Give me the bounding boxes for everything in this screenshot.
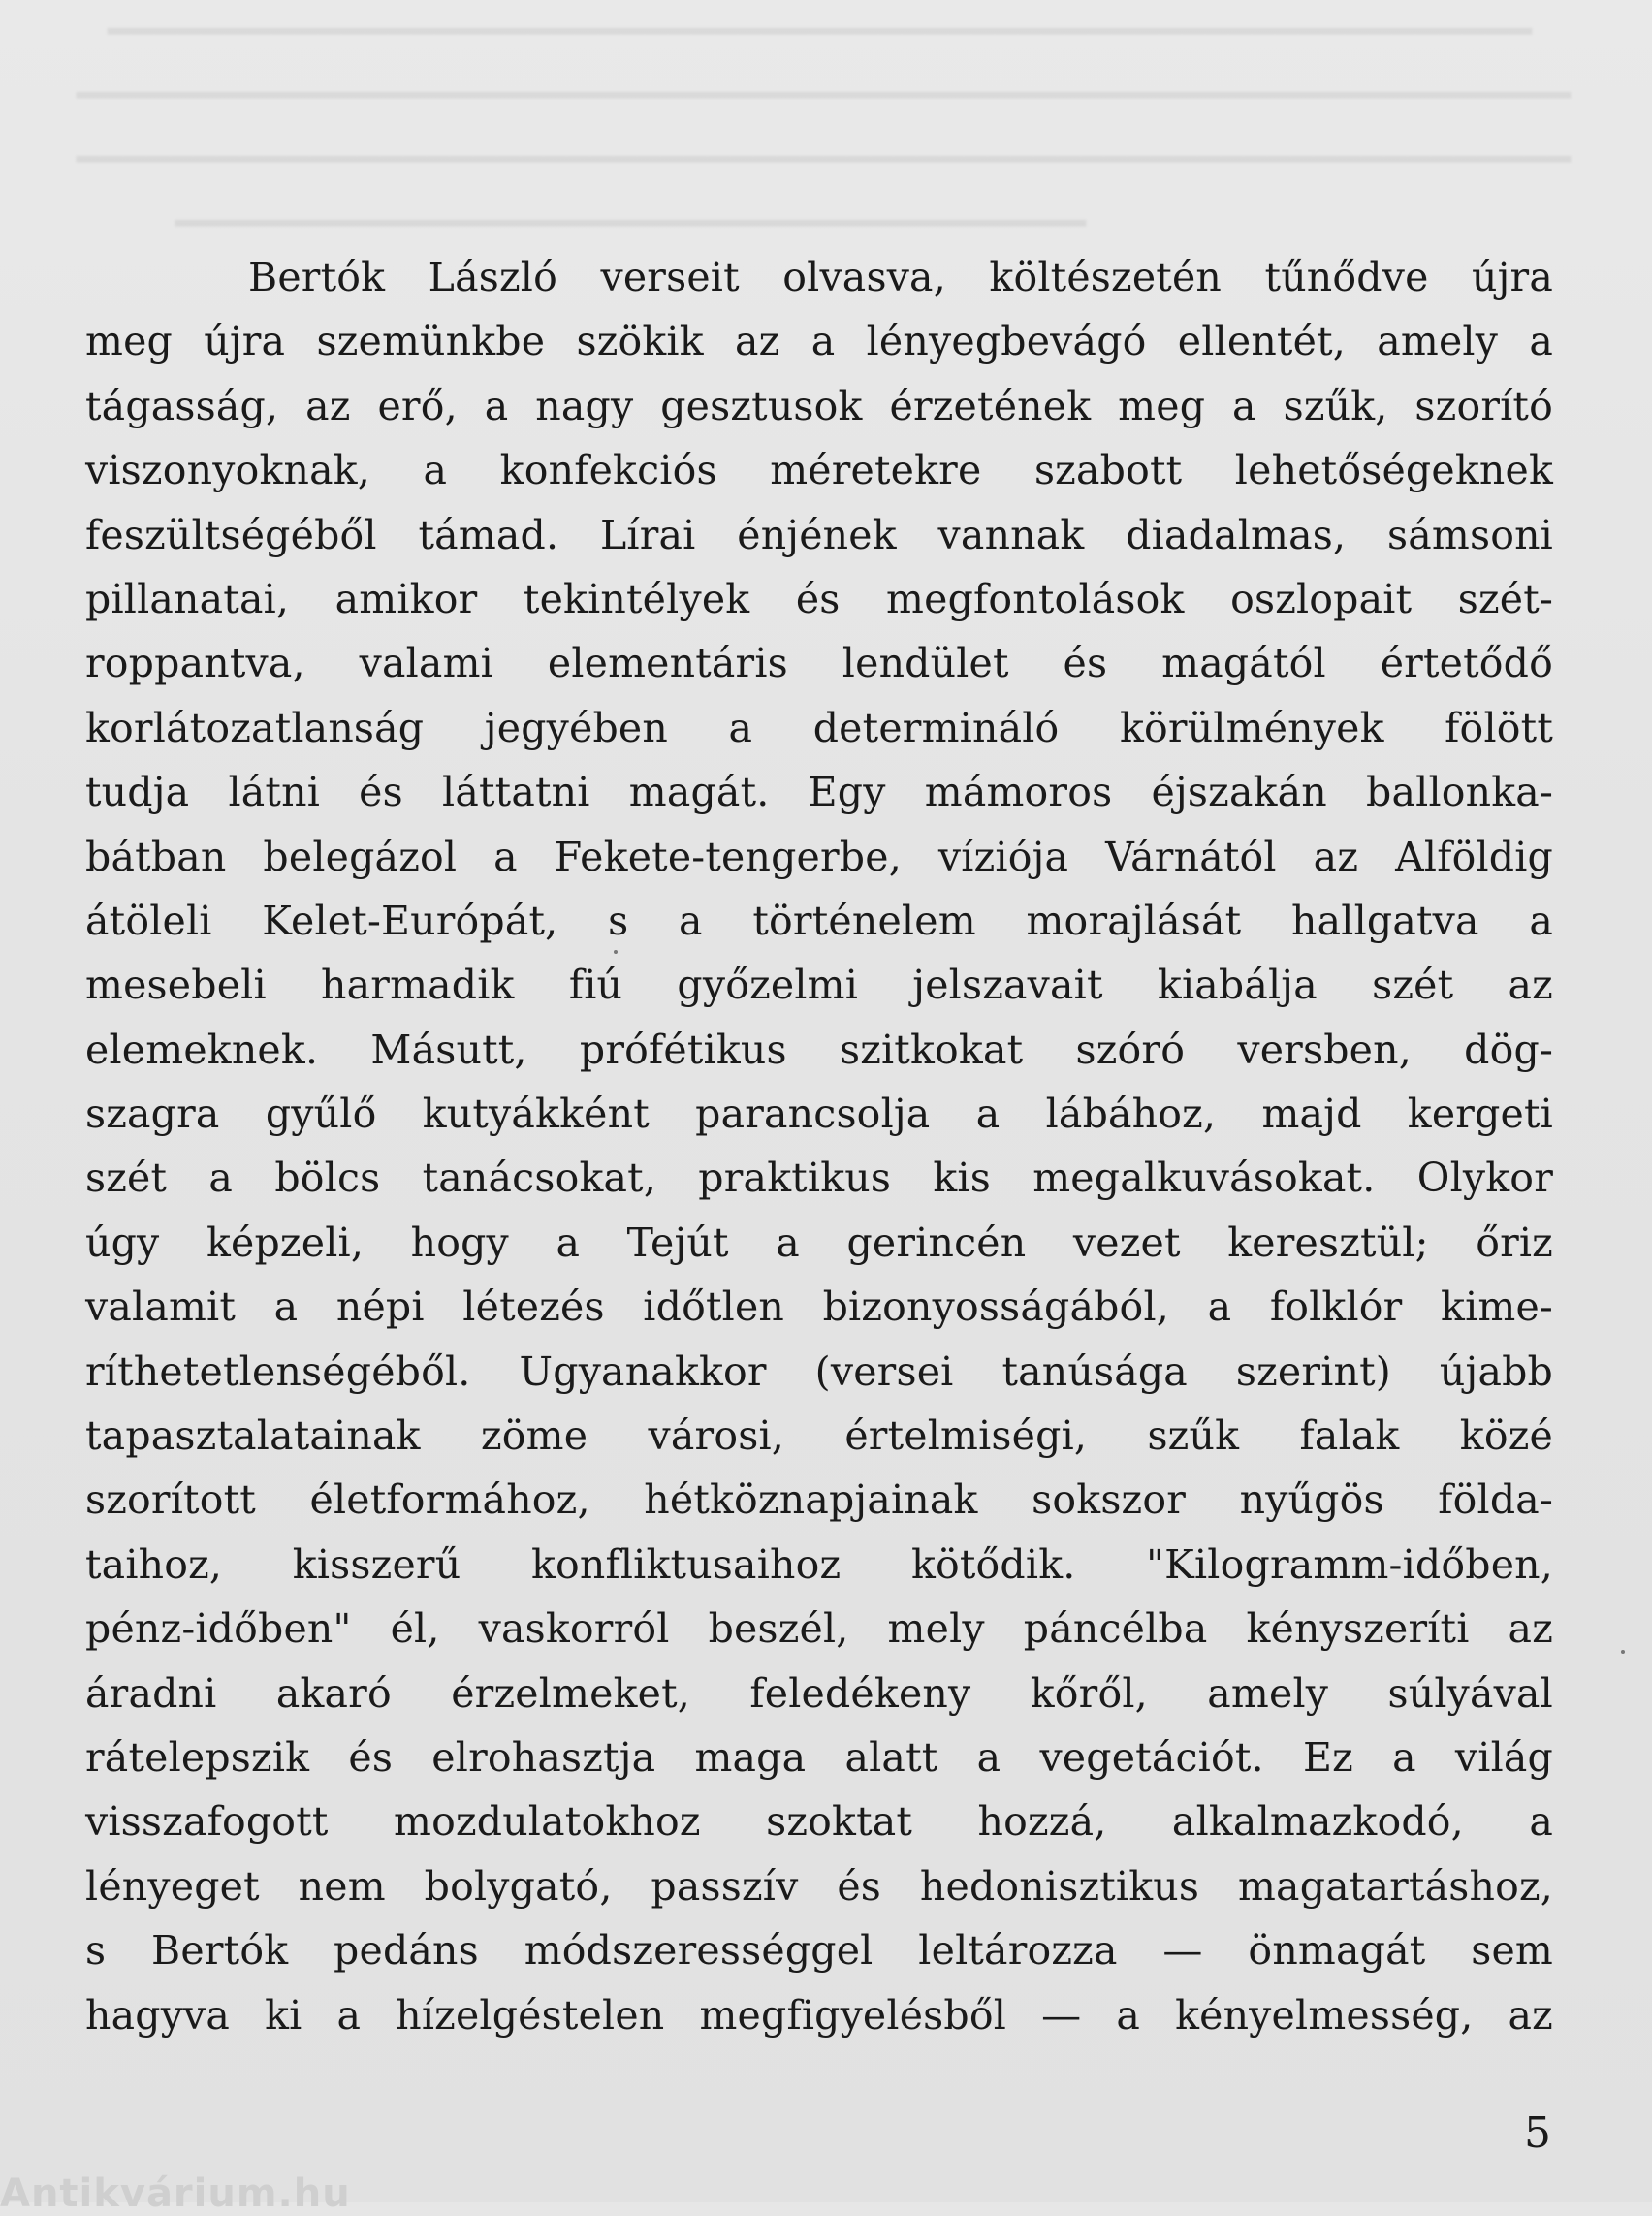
paragraph-line: feszültségéből támad. Lírai énjének vannak diadalmas, sámsoni (85, 511, 1553, 558)
paragraph-line: s Bertók pedáns módszerességgel leltározza — önmagát sem (85, 1927, 1553, 1975)
paragraph-line: mesebeli harmadik fiú győzelmi jelszavait kiabálja szét az (85, 962, 1553, 1009)
paragraph-line: valamit a népi létezés időtlen bizonyosságából, a folklór kime- (85, 1283, 1553, 1331)
paragraph-line: taihoz, kisszerű konfliktusaihoz kötődik. "Kilogramm-időben, (85, 1540, 1553, 1588)
paragraph-line: ríthetetlenségéből. Ugyanakkor (versei tanúsága szerint) újabb (85, 1347, 1553, 1395)
paragraph-line: visszafogott mozdulatokhoz szoktat hozzá, alkalmazkodó, a (85, 1798, 1553, 1846)
paragraph-line: lényeget nem bolygató, passzív és hedonisztikus magatartáshoz, (85, 1862, 1553, 1910)
bleed-through-text: ━━━━━━━━━━━━━━━━━━━━━━━━━━━━━━━━━━━━━━━━━━━━━━━━━━━━━━━━━━━━━ ━━━━━━━━━━━━━━━━━━━━━━━━━━━━━━━━━━━━━━━━━━━━━━━━━━━━━━━━━━━━━━━━ ━━━━━━━━━━━━━━━━━━━━━━━━━━━━━━━━━━━━━━━━━━━━━━━━━━━━━━━━━━━━━━━━ ━━━━━━━━━━━━━━━━━━━━━━━━━━━━━━━━━━━━━━━ (76, 10, 1571, 246)
paragraph-line: szagra gyűlő kutyákként parancsolja a lábához, majd kergeti (85, 1091, 1553, 1138)
paragraph-line: szorított életformához, hétköznapjainak sokszor nyűgös földa- (85, 1476, 1553, 1524)
paragraph-line: viszonyoknak, a konfekciós méretekre szabott lehetőségeknek (85, 447, 1553, 494)
paragraph-line: úgy képzeli, hogy a Tejút a gerincén vezet keresztül; őriz (85, 1219, 1553, 1266)
paragraph-line: pénz-időben" él, vaskorról beszél, mely páncélba kényszeríti az (85, 1605, 1553, 1653)
paragraph-line: rátelepszik és elrohasztja maga alatt a vegetációt. Ez a világ (85, 1733, 1553, 1781)
paragraph-line: bátban belegázol a Fekete-tengerbe, víziója Várnától az Alföldig (85, 833, 1553, 880)
page-number: 5 (1524, 2108, 1551, 2158)
paragraph-line: átöleli Kelet-Európát, s a történelem morajlását hallgatva a (85, 897, 1553, 944)
paragraph-line: szét a bölcs tanácsokat, praktikus kis megalkuvásokat. Olykor (85, 1155, 1553, 1202)
watermark: Antikvárium.hu (0, 2171, 351, 2216)
body-paragraph (85, 245, 1553, 2047)
print-speck (614, 950, 618, 954)
paragraph-line: tudja látni és láttatni magát. Egy mámoros éjszakán ballonka- (85, 769, 1553, 816)
paragraph-line: tágasság, az erő, a nagy gesztusok érzetének meg a szűk, szorító (85, 382, 1553, 429)
paragraph-line: áradni akaró érzelmeket, feledékeny kőről, amely súlyával (85, 1669, 1553, 1717)
paragraph-line: roppantva, valami elementáris lendület és magától értetődő (85, 640, 1553, 687)
paragraph-line: meg újra szemünkbe szökik az a lényegbevágó ellentét, amely a (85, 318, 1553, 365)
paragraph-line: hagyva ki a hízelgéstelen megfigyelésből — a kényelmesség, az (85, 1991, 1553, 2039)
paragraph-line: elemeknek. Másutt, prófétikus szitkokat szóró versben, dög- (85, 1026, 1553, 1073)
print-speck (1621, 1650, 1625, 1654)
paragraph-line: Bertók László verseit olvasva, költészetén tűnődve újra (248, 254, 1553, 301)
paragraph-line: tapasztalatainak zöme városi, értelmiségi, szűk falak közé (85, 1412, 1553, 1460)
paragraph-line: pillanatai, amikor tekintélyek és megfontolások oszlopait szét- (85, 575, 1553, 622)
paragraph-line: korlátozatlanság jegyében a determináló körülmények fölött (85, 704, 1553, 751)
